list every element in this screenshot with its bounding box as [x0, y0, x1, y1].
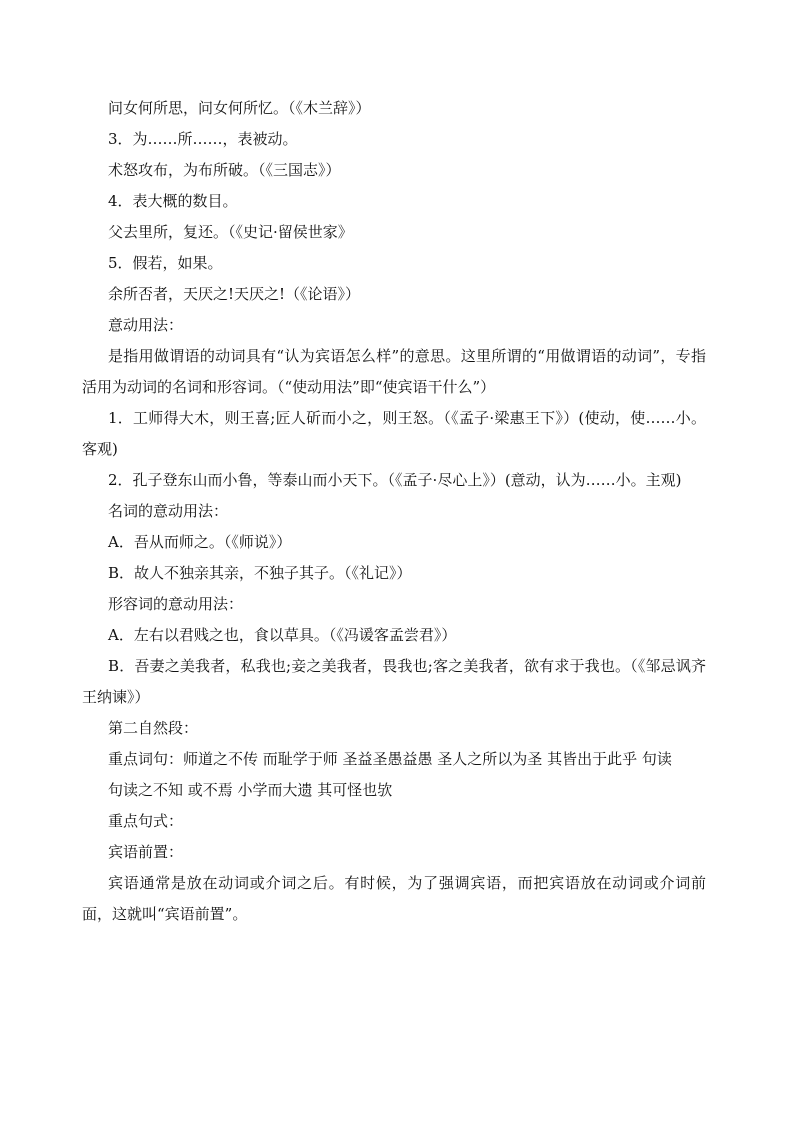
- paragraph: 问女何所思，问女何所忆。（《木兰辞》）: [108, 99, 371, 117]
- paragraph: 是指用做谓语的动词具有“认为宾语怎么样”的意思。这里所谓的“用做谓语的动词”，专指活用为动词的名词和形容词。（“使动用法”即“使宾语干什么”）: [82, 347, 706, 396]
- document-body: [82, 93, 706, 930]
- paragraph: 4．表大概的数目。: [108, 192, 238, 210]
- paragraph: 1．工师得大木，则王喜;匠人斫而小之，则王怒。（《孟子·梁惠王下》）(使动，使……小。 客观): [82, 409, 706, 458]
- paragraph: 术怒攻布，为布所破。（《三国志》）: [108, 161, 341, 179]
- section-heading: 宾语前置：: [108, 843, 184, 861]
- paragraph: 父去里所，复还。（《史记·留侯世家》: [108, 223, 353, 241]
- section-heading: 意动用法：: [108, 316, 184, 334]
- section-heading: 名词的意动用法：: [108, 502, 229, 520]
- paragraph: 2．孔子登东山而小鲁，等泰山而小天下。（《孟子·尽心上》）(意动，认为……小。主观): [108, 471, 682, 489]
- paragraph: 5．假若，如果。: [108, 254, 223, 272]
- section-heading: 第二自然段：: [108, 719, 199, 737]
- paragraph: 3．为……所……，表被动。: [108, 130, 298, 148]
- paragraph: 重点词句：师道之不传 而耻学于师 圣益圣愚益愚 圣人之所以为圣 其皆出于此乎 句读: [108, 750, 672, 768]
- paragraph: B．吾妻之美我者，私我也;妾之美我者，畏我也;客之美我者，欲有求于我也。（《邹忌讽齐王纳谏》）: [82, 657, 706, 706]
- paragraph: 句读之不知 或不焉 小学而大遗 其可怪也欤: [108, 781, 393, 799]
- paragraph: B．故人不独亲其亲，不独子其子。（《礼记》）: [108, 564, 412, 582]
- paragraph: 余所否者，天厌之!天厌之!（《论语》）: [108, 285, 361, 303]
- section-heading: 重点句式：: [108, 812, 184, 830]
- section-heading: 形容词的意动用法：: [108, 595, 244, 613]
- paragraph: A．左右以君贱之也，食以草具。（《冯谖客孟尝君》）: [108, 626, 457, 644]
- paragraph: 宾语通常是放在动词或介词之后。有时候，为了强调宾语，而把宾语放在动词或介词前面，这就叫“宾语前置”。: [82, 874, 706, 923]
- paragraph: A．吾从而师之。（《师说》）: [108, 533, 292, 551]
